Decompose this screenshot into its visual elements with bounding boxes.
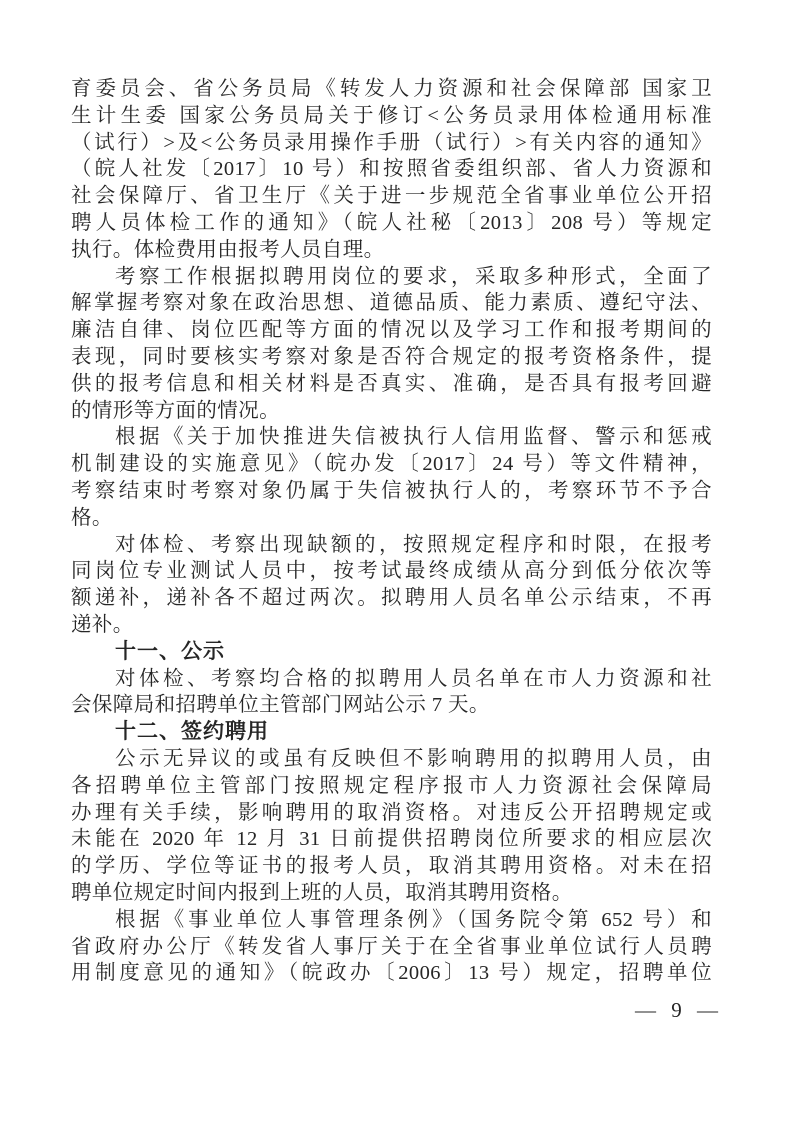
text-line: 对体检、考察出现缺额的，按照规定程序和时限，在报考 [115,533,712,556]
text-line: 聘人员体检工作的通知》（皖人社秘〔2013〕208 号）等规定 [71,211,712,234]
text-line: 根据《事业单位人事管理条例》（国务院令第 652 号）和 [115,908,712,931]
text-line: （试行）>及<公务员录用操作手册（试行）>有关内容的通知》 [71,131,712,154]
section-heading-12: 十二、签约聘用 [115,720,269,744]
text-line: 各招聘单位主管部门按照规定程序报市人力资源社会保障局 [71,774,712,797]
text-line: 机制建设的实施意见》（皖办发〔2017〕24 号）等文件精神， [71,453,712,476]
document-body [71,76,712,987]
text-line: 考察结束时考察对象仍属于失信被执行人的，考察环节不予合 [71,479,712,502]
text-line: 用制度意见的通知》（皖政办〔2006〕13 号）规定，招聘单位 [71,962,712,985]
text-line: 生计生委 国家公务员局关于修订<公务员录用体检通用标准 [71,104,712,127]
text-line: 办理有关手续，影响聘用的取消资格。对违反公开招聘规定或 [71,801,712,824]
text-line: 根据《关于加快推进失信被执行人信用监督、警示和惩戒 [115,426,712,449]
text-line: 未能在 2020 年 12 月 31 日前提供招聘岗位所要求的相应层次 [71,828,712,851]
section-heading-11: 十一、公示 [115,639,225,663]
text-line: 同岗位专业测试人员中，按考试最终成绩从高分到低分依次等 [71,560,712,583]
text-line: 解掌握考察对象在政治思想、道德品质、能力素质、遵纪守法、 [71,292,712,315]
text-line: 公示无异议的或虽有反映但不影响聘用的拟聘用人员，由 [115,747,712,770]
text-line: 会保障局和招聘单位主管部门网站公示 7 天。 [71,694,490,717]
text-line: 表现，同时要核实考察对象是否符合规定的报考资格条件，提 [71,345,712,368]
text-line: 聘单位规定时间内报到上班的人员，取消其聘用资格。 [71,881,573,904]
text-line: 供的报考信息和相关材料是否真实、准确，是否具有报考回避 [71,372,712,395]
text-line: 省政府办公厅《转发省人事厅关于在全省事业单位试行人员聘 [71,935,712,958]
text-line: 递补。 [71,613,134,636]
text-line: 社会保障厅、省卫生厅《关于进一步规范全省事业单位公开招 [71,185,712,208]
text-line: 格。 [71,506,113,529]
text-line: 育委员会、省公务员局《转发人力资源和社会保障部 国家卫 [71,78,712,100]
text-line: 对体检、考察均合格的拟聘用人员名单在市人力资源和社 [115,667,712,690]
page-number: — 9 — [635,998,723,1022]
text-line: 的学历、学位等证书的报考人员，取消其聘用资格。对未在招 [71,855,712,878]
text-line: 执行。体检费用由报考人员自理。 [71,238,385,261]
text-line: （皖人社发〔2017〕10 号）和按照省委组织部、省人力资源和 [71,158,712,181]
text-line: 考察工作根据拟聘用岗位的要求，采取多种形式，全面了 [115,265,712,288]
text-line: 额递补，递补各不超过两次。拟聘用人员名单公示结束，不再 [71,587,712,610]
text-line: 的情形等方面的情况。 [71,399,280,422]
text-line: 廉洁自律、岗位匹配等方面的情况以及学习工作和报考期间的 [71,319,712,342]
